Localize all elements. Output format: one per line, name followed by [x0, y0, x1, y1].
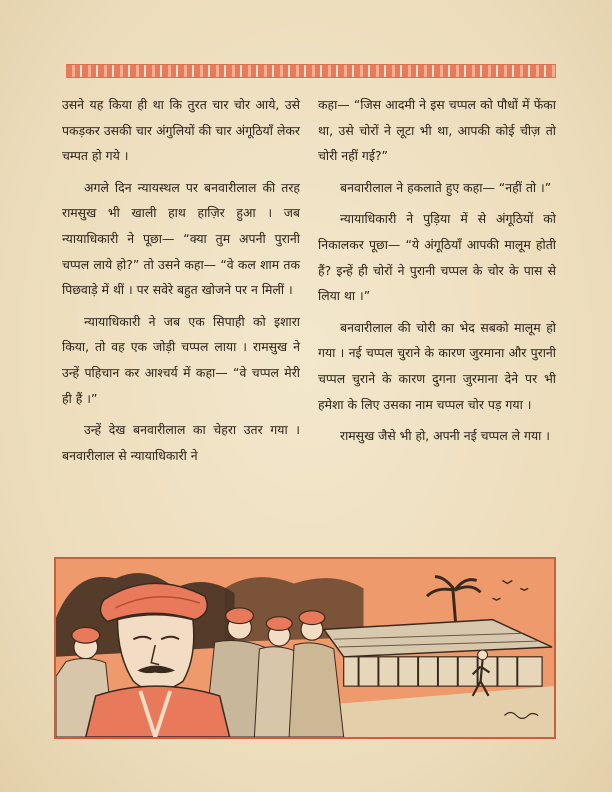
paragraph: बनवारीलाल की चोरी का भेद सबको मालूम हो गया । नई चप्पल चुराने के कारण जुरमाना और पुरानी चप्पल चुराने के कारण दुगना जुरमाना देने पर भी हमेशा के लिए उसका नाम चप्पल चोर पड़ गया ।: [318, 319, 556, 412]
text-column-right: [318, 92, 556, 455]
paragraph: उसने यह किया ही था कि तुरत चार चोर आये, उसे पकड़कर उसकी चार अंगुलियों की चार अंगूठियाँ लेकर चम्पत हो गये ।: [62, 97, 300, 164]
paragraph: अगले दिन न्यायस्थल पर बनवारीलाल की तरह रामसुख भी खाली हाथ हाज़िर हुआ । जब न्यायाधिकारी ने पूछा— “क्या तुम अपनी पुरानी चप्पल लाये हो?” तो उसने कहा— “वे कल शाम तक पिछवाड़े में थीं । पर सवेरे बहुत खोजने पर न मिलीं ।: [62, 179, 300, 298]
paragraph: न्यायाधिकारी ने जब एक सिपाही को इशारा किया, तो वह एक जोड़ी चप्पल लाया । रामसुख ने उन्हें पहिचान कर आश्चर्य में कहा— “वे चप्पल मेरी ही हैं ।”: [62, 313, 300, 406]
paragraph: न्यायाधिकारी ने पुड़िया में से अंगूठियों को निकालकर पूछा— “ये अंगूठियाँ आपकी मालूम होती हैं? इन्हें ही चोरों ने पुरानी चप्पल के चोर के पास से लिया था ।”: [318, 211, 556, 304]
paragraph: कहा— “जिस आदमी ने इस चप्पल को पौधों में फेंका था, उसे चोरों ने लूटा भी था, आपकी कोई चीज़ तो चोरी नहीं गई?”: [318, 97, 556, 164]
paragraph: उन्हें देख बनवारीलाल का चेहरा उतर गया । बनवारीलाल से न्यायाधिकारी ने: [62, 422, 300, 463]
decorative-border-strip: [66, 64, 556, 78]
text-column-left: [62, 92, 300, 474]
story-illustration: [54, 557, 556, 739]
paragraph: बनवारीलाल ने हकलाते हुए कहा— “नहीं तो ।”: [340, 179, 552, 195]
paragraph: रामसुख जैसे भी हो, अपनी नई चप्पल ले गया ।: [340, 428, 551, 444]
illustration-drawing: [56, 559, 554, 737]
